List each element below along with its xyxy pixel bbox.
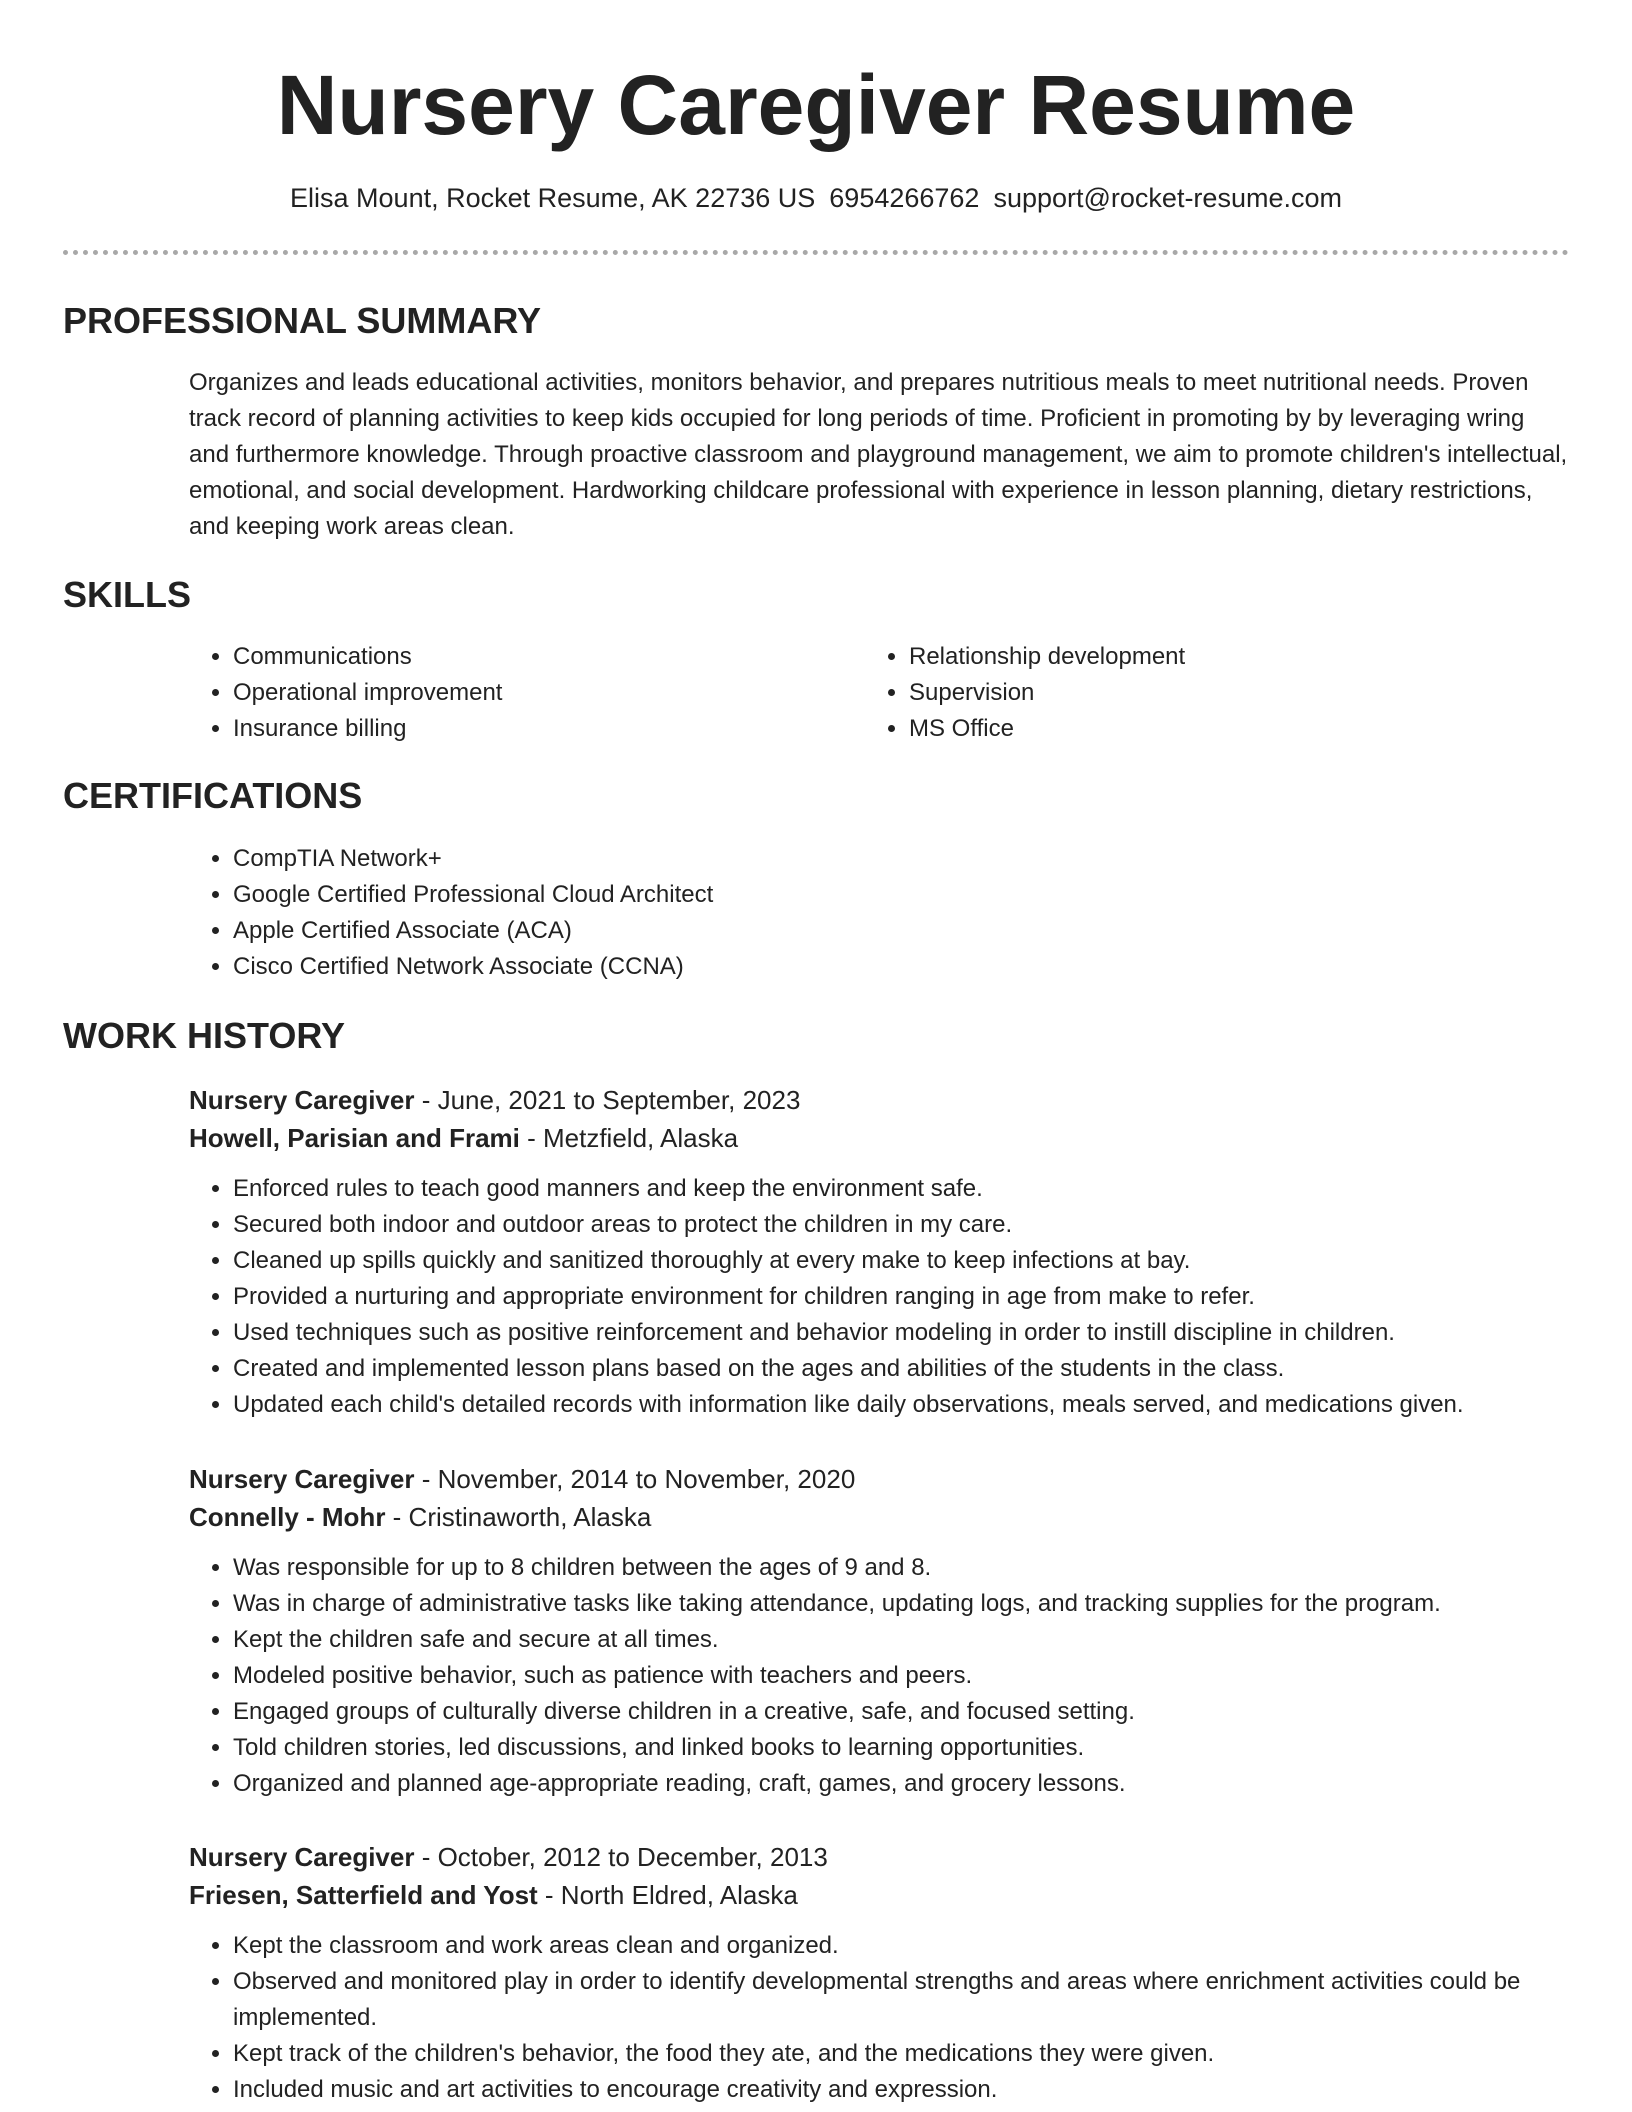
summary-heading: PROFESSIONAL SUMMARY <box>63 300 542 341</box>
job-bullet: • Provided a nurturing and appropriate environment for children ranging in age from make to refer. <box>233 1279 1579 1315</box>
job-bullets <box>189 1928 1579 2108</box>
resume-title: Nursery Caregiver Resume <box>276 58 1356 152</box>
job-bullet: • Kept the children safe and secure at all times. <box>233 1622 1579 1658</box>
job-dates: - October, 2012 to December, 2013 <box>414 1842 828 1872</box>
certifications-heading: CERTIFICATIONS <box>63 775 363 816</box>
job-company: Connelly - Mohr <box>189 1502 386 1532</box>
job-bullets <box>189 1550 1579 1802</box>
certification-item: • Cisco Certified Network Associate (CCNA) <box>233 949 713 985</box>
job-entry <box>189 1838 1579 2108</box>
certifications-list <box>189 841 713 985</box>
job-company: Howell, Parisian and Frami <box>189 1123 520 1153</box>
job-company-line <box>189 1876 1579 1914</box>
job-title-line <box>189 1838 1579 1876</box>
job-title: Nursery Caregiver <box>189 1842 415 1872</box>
contact-email[interactable]: support@rocket-resume.com <box>993 183 1342 213</box>
contact-address: Elisa Mount, Rocket Resume, AK 22736 US <box>290 183 816 213</box>
job-bullet: • Created and implemented lesson plans based on the ages and abilities of the students in the class. <box>233 1351 1579 1387</box>
job-bullet: • Observed and monitored play in order to identify developmental strengths and areas where enrichment activities could be implemented. <box>233 1964 1579 2036</box>
job-dates: - June, 2021 to September, 2023 <box>414 1085 801 1115</box>
job-company-line <box>189 1119 1579 1157</box>
job-bullet: • Updated each child's detailed records with information like daily observations, meals served, and medications given. <box>233 1387 1579 1423</box>
header-divider <box>63 250 1569 255</box>
job-company: Friesen, Satterfield and Yost <box>189 1880 538 1910</box>
job-company-line <box>189 1498 1579 1536</box>
skill-item: • MS Office <box>909 711 1505 747</box>
job-location: - North Eldred, Alaska <box>537 1880 798 1910</box>
job-bullet: • Kept the classroom and work areas clean and organized. <box>233 1928 1579 1964</box>
job-title-line <box>189 1081 1579 1119</box>
job-bullet: • Cleaned up spills quickly and sanitized thoroughly at every make to keep infections at bay. <box>233 1243 1579 1279</box>
job-location: - Metzfield, Alaska <box>519 1123 739 1153</box>
job-title: Nursery Caregiver <box>189 1464 415 1494</box>
job-bullet: • Kept track of the children's behavior, the food they ate, and the medications they were given. <box>233 2036 1579 2072</box>
work-history-heading: WORK HISTORY <box>63 1015 346 1056</box>
job-bullet: • Told children stories, led discussions, and linked books to learning opportunities. <box>233 1730 1579 1766</box>
skill-item: • Supervision <box>909 675 1505 711</box>
job-title-line <box>189 1460 1579 1498</box>
job-bullet: • Organized and planned age-appropriate reading, craft, games, and grocery lessons. <box>233 1766 1579 1802</box>
job-bullet: • Enforced rules to teach good manners and keep the environment safe. <box>233 1171 1579 1207</box>
job-bullet: • Secured both indoor and outdoor areas to protect the children in my care. <box>233 1207 1579 1243</box>
job-bullet: • Used techniques such as positive reinforcement and behavior modeling in order to instill discipline in children. <box>233 1315 1579 1351</box>
skills-list-right <box>865 639 1505 747</box>
job-bullet: • Engaged groups of culturally diverse children in a creative, safe, and focused setting. <box>233 1694 1579 1730</box>
certification-item: • Google Certified Professional Cloud Architect <box>233 877 713 913</box>
job-title: Nursery Caregiver <box>189 1085 415 1115</box>
job-bullet: • Was responsible for up to 8 children between the ages of 9 and 8. <box>233 1550 1579 1586</box>
job-entry <box>189 1460 1579 1802</box>
job-bullet: • Modeled positive behavior, such as patience with teachers and peers. <box>233 1658 1579 1694</box>
job-dates: - November, 2014 to November, 2020 <box>414 1464 856 1494</box>
skill-item: • Communications <box>233 639 829 675</box>
contact-phone: 6954266762 <box>829 183 980 213</box>
skills-heading: SKILLS <box>63 574 192 615</box>
skill-item: • Insurance billing <box>233 711 829 747</box>
skill-item: • Relationship development <box>909 639 1505 675</box>
skills-list-left <box>189 639 829 747</box>
certification-item: • Apple Certified Associate (ACA) <box>233 913 713 949</box>
skill-item: • Operational improvement <box>233 675 829 711</box>
summary-text: Organizes and leads educational activities, monitors behavior, and prepares nutritious meals to meet nutritional needs. Proven track record of planning activities to keep kids occupied for long periods of time. Proficient in promoting by by leveraging wring and furthermore knowledge. Through proactive classroom and playground management, we aim to promote children's intellectual, emotional, and social development. Hardworking childcare professional with experience in lesson planning, dietary restrictions, and keeping work areas clean. <box>189 369 1568 540</box>
contact-line <box>0 180 1632 216</box>
certification-item: • CompTIA Network+ <box>233 841 713 877</box>
job-bullet: • Included music and art activities to encourage creativity and expression. <box>233 2072 1579 2108</box>
job-bullets <box>189 1171 1579 1423</box>
job-bullet: • Was in charge of administrative tasks like taking attendance, updating logs, and tracking supplies for the program. <box>233 1586 1579 1622</box>
job-location: - Cristinaworth, Alaska <box>385 1502 652 1532</box>
job-entry <box>189 1081 1579 1423</box>
